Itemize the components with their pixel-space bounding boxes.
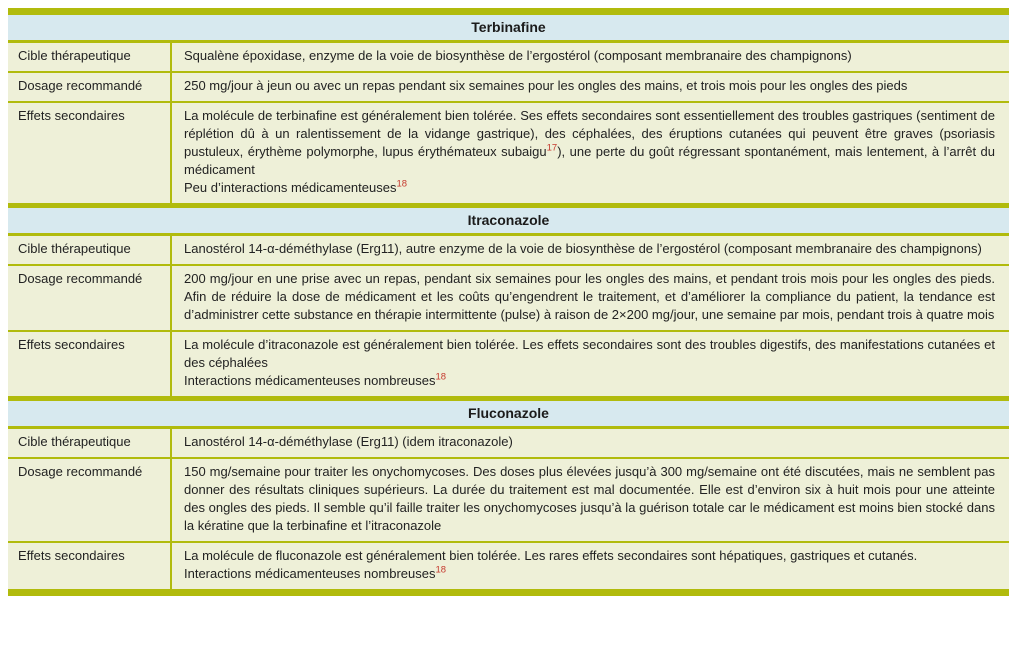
row-content — [172, 103, 1009, 203]
drug-section — [8, 15, 1009, 203]
table-row — [8, 101, 1009, 203]
drug-name-title: Terbinafine — [471, 19, 546, 35]
reference-superscript: 18 — [396, 178, 408, 190]
antifungal-drugs-table — [8, 8, 1009, 596]
text-segment: La molécule de fluconazole est généralement bien tolérée. Les rares effets secondaires sont hépatiques, gastriques et cutanés. — [184, 548, 918, 563]
text-segment: Interactions médicamenteuses nombreuses — [184, 373, 436, 388]
row-label: Cible thérapeutique — [8, 236, 172, 264]
text-segment: Peu d’interactions médicamenteuses — [184, 180, 397, 195]
table-row — [8, 330, 1009, 396]
reference-superscript: 17 — [546, 142, 558, 154]
row-label: Dosage recommandé — [8, 266, 172, 330]
drug-section — [8, 396, 1009, 589]
drug-name-title: Itraconazole — [467, 212, 550, 228]
row-label: Effets secondaires — [8, 103, 172, 203]
row-label: Effets secondaires — [8, 332, 172, 396]
table-row — [8, 43, 1009, 71]
row-content — [172, 43, 1009, 71]
section-header — [8, 15, 1009, 43]
row-content — [172, 73, 1009, 101]
table-row — [8, 236, 1009, 264]
table-row — [8, 71, 1009, 101]
section-header — [8, 396, 1009, 429]
row-content — [172, 236, 1009, 264]
table-row — [8, 264, 1009, 330]
text-segment: ), une perte du goût régressant spontanément, mais lentement, à l’arrêt du médicament — [184, 144, 995, 177]
row-label: Dosage recommandé — [8, 459, 172, 541]
row-label: Dosage recommandé — [8, 73, 172, 101]
text-segment: Squalène époxidase, enzyme de la voie de biosynthèse de l’ergostérol (composant membranaire des champignons) — [184, 48, 852, 63]
row-label: Effets secondaires — [8, 543, 172, 589]
table-row — [8, 429, 1009, 457]
row-content — [172, 459, 1009, 541]
row-content — [172, 429, 1009, 457]
table-row — [8, 541, 1009, 589]
text-segment: 250 mg/jour à jeun ou avec un repas pendant six semaines pour les ongles des mains, et trois mois pour les ongles des pieds — [184, 78, 908, 93]
section-header — [8, 203, 1009, 236]
text-segment: La molécule de terbinafine est généralement bien tolérée. Ses effets secondaires sont essentiellement des troubles gastriques (sentiment de réplétion dû à un ralentissement de la vidange gastrique), des céphalées, des éruptions cutanées qui peuvent être graves (psoriasis pustuleux, érythème polymorphe, lupus érythémateux subaigu — [184, 108, 995, 159]
text-segment: Lanostérol 14-α-déméthylase (Erg11) (idem itraconazole) — [184, 434, 513, 449]
text-segment: 150 mg/semaine pour traiter les onychomycoses. Des doses plus élevées jusqu’à 300 mg/semaine ont été discutées, mais ne semblent pas donner des résultats cliniques supérieurs. La durée du traitement est mal documentée. Elle est d’environ six à huit mois pour une atteinte des ongles des pieds. Il semble qu’il faille traiter les onychomycoses jusqu’à la guérison totale car le médicament est moins bien stocké dans la kératine que la terbinafine et l’itraconazole — [184, 464, 995, 533]
row-content — [172, 266, 1009, 330]
text-segment: La molécule d’itraconazole est généralement bien tolérée. Les effets secondaires sont des troubles digestifs, des manifestations cutanées et des céphalées — [184, 337, 995, 370]
reference-superscript: 18 — [435, 371, 447, 383]
row-label: Cible thérapeutique — [8, 429, 172, 457]
text-segment: Interactions médicamenteuses nombreuses — [184, 566, 436, 581]
text-segment: Lanostérol 14-α-déméthylase (Erg11), autre enzyme de la voie de biosynthèse de l’ergostérol (composant membranaire des champignons) — [184, 241, 982, 256]
reference-superscript: 18 — [435, 564, 447, 576]
drug-section — [8, 203, 1009, 396]
drug-name-title: Fluconazole — [468, 405, 549, 421]
table-row — [8, 457, 1009, 541]
row-content — [172, 332, 1009, 396]
row-content — [172, 543, 1009, 589]
row-label: Cible thérapeutique — [8, 43, 172, 71]
text-segment: 200 mg/jour en une prise avec un repas, pendant six semaines pour les ongles des mains, et pendant trois mois pour les ongles des pieds. Afin de réduire la dose de médicament et les coûts qu’engendrent le traitement, et d’améliorer la compliance du patient, la tendance est d’administrer cette substance en thérapie intermittente (pulse) à raison de 2×200 mg/jour, une semaine par mois, pendant trois à quatre mois — [184, 271, 995, 322]
